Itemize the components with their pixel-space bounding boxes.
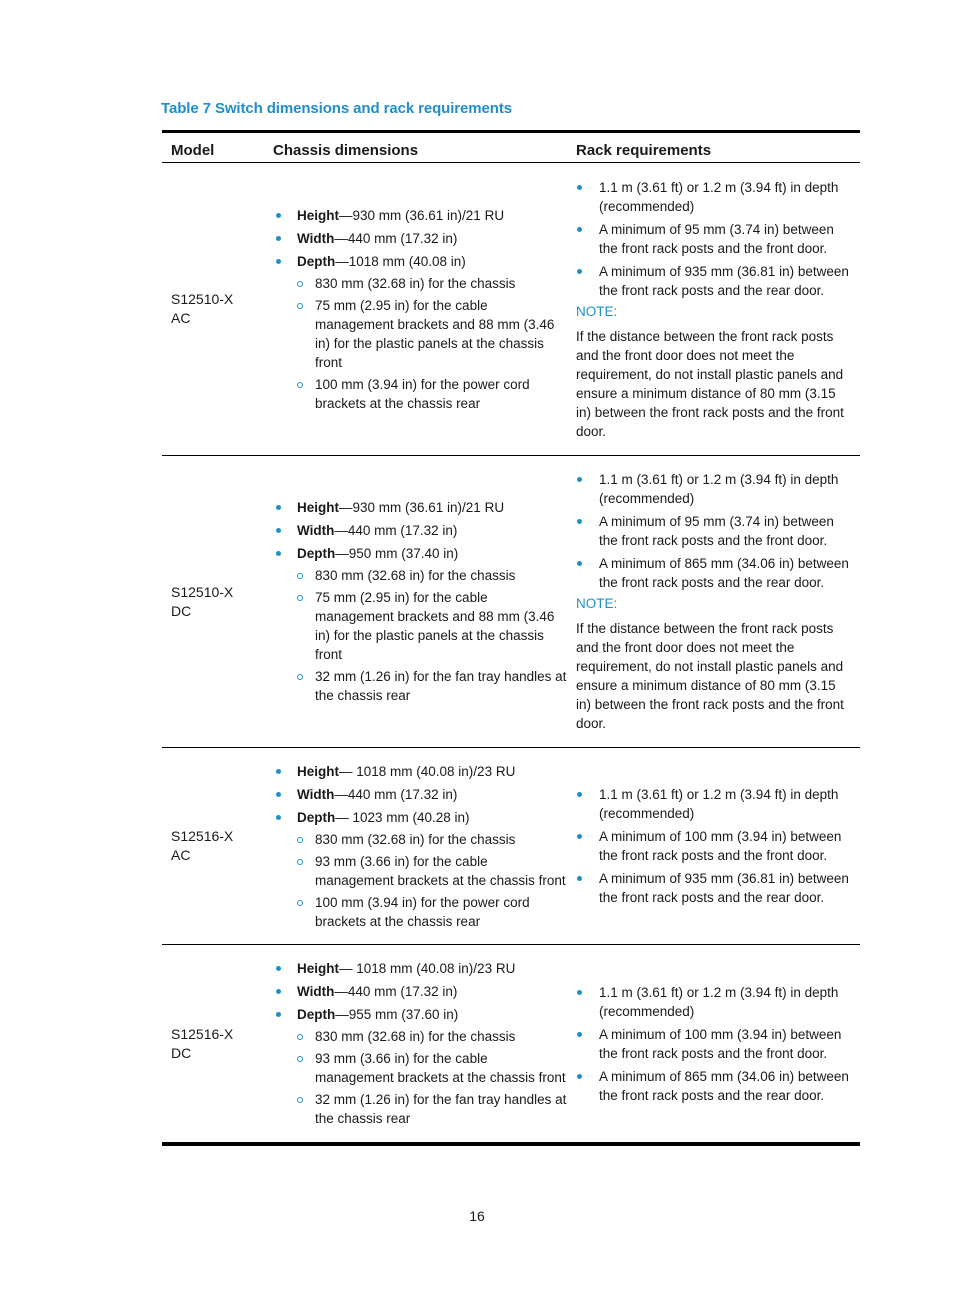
- list-item: 32 mm (1.26 in) for the fan tray handles at the chassis rear: [291, 1090, 569, 1128]
- list-item: 100 mm (3.94 in) for the power cord brackets at the chassis rear: [291, 893, 569, 931]
- list-item: 830 mm (32.68 in) for the chassis: [291, 274, 569, 293]
- table-row: [162, 456, 860, 748]
- model-power-type: DC: [171, 602, 192, 619]
- table-row: [162, 163, 860, 456]
- depth-breakdown-list: [291, 830, 569, 931]
- model-cell: [162, 456, 265, 747]
- rack-requirements-cell: [569, 748, 860, 944]
- list-item: 75 mm (2.95 in) for the cable management brackets and 88 mm (3.46 in) for the plastic panels at the chassis front: [291, 296, 569, 372]
- depth-breakdown-list: [291, 1027, 569, 1128]
- list-item: 830 mm (32.68 in) for the chassis: [291, 830, 569, 849]
- rack-requirement-list: [576, 983, 854, 1105]
- model-cell: [162, 945, 265, 1142]
- list-item: Width—440 mm (17.32 in): [273, 982, 569, 1001]
- list-item: A minimum of 95 mm (3.74 in) between the front rack posts and the front door.: [576, 220, 854, 258]
- list-item: Height—930 mm (36.61 in)/21 RU: [273, 206, 569, 225]
- list-item: Depth— 1023 mm (40.28 in) 830 mm (32.68 in) for the chassis 93 mm (3.66 in) for the cable management brackets at the chassis front 100 mm (3.94 in) for the power cord brackets at the chassis rear: [273, 808, 569, 931]
- model-power-type: DC: [171, 1044, 192, 1061]
- rack-requirement-list: [576, 178, 854, 300]
- model-name: S12510-X: [171, 583, 234, 600]
- rack-requirements-cell: [569, 163, 860, 455]
- list-item: 32 mm (1.26 in) for the fan tray handles at the chassis rear: [291, 667, 569, 705]
- list-item: 830 mm (32.68 in) for the chassis: [291, 1027, 569, 1046]
- chassis-dimensions-cell: [265, 748, 569, 944]
- rack-requirement-list: [576, 785, 854, 907]
- list-item: 1.1 m (3.61 ft) or 1.2 m (3.94 ft) in depth (recommended): [576, 785, 854, 823]
- list-item: 100 mm (3.94 in) for the power cord brackets at the chassis rear: [291, 375, 569, 413]
- list-item: Depth—950 mm (37.40 in) 830 mm (32.68 in) for the chassis 75 mm (2.95 in) for the cable management brackets and 88 mm (3.46 in) for the plastic panels at the chassis front 32 mm (1.26 in) for the fan tray handles at the chassis rear: [273, 544, 569, 705]
- dimension-list: [273, 762, 569, 931]
- chassis-dimensions-cell: [265, 945, 569, 1142]
- note-text: If the distance between the front rack posts and the front door does not meet the requirement, do not install plastic panels and ensure a minimum distance of 80 mm (3.15 in) between the front rack posts and the front door.: [576, 621, 844, 731]
- model-power-type: AC: [171, 847, 191, 863]
- table-caption: Table 7 Switch dimensions and rack requirements: [161, 100, 512, 117]
- list-item: 93 mm (3.66 in) for the cable management brackets at the chassis front: [291, 852, 569, 890]
- dimension-list: [273, 206, 569, 413]
- note-label: NOTE:: [576, 303, 618, 319]
- header-chassis-dimensions: Chassis dimensions: [273, 142, 419, 159]
- model-name: S12516-X: [171, 828, 234, 844]
- list-item: A minimum of 865 mm (34.06 in) between the front rack posts and the rear door.: [576, 1067, 854, 1105]
- model-power-type: AC: [171, 310, 191, 326]
- list-item: Width—440 mm (17.32 in): [273, 521, 569, 540]
- model-cell: [162, 748, 265, 944]
- table-header: [162, 133, 860, 163]
- depth-breakdown-list: [291, 566, 569, 705]
- list-item: A minimum of 100 mm (3.94 in) between the front rack posts and the front door.: [576, 1025, 854, 1063]
- rack-requirements-cell: [569, 456, 860, 747]
- dimensions-table: [162, 130, 860, 1146]
- list-item: 830 mm (32.68 in) for the chassis: [291, 566, 569, 585]
- table-row: [162, 945, 860, 1142]
- note-label: NOTE:: [576, 596, 618, 611]
- chassis-dimensions-cell: [265, 456, 569, 747]
- list-item: Width—440 mm (17.32 in): [273, 229, 569, 248]
- table-row: [162, 748, 860, 945]
- dimension-list: [273, 498, 569, 705]
- list-item: 75 mm (2.95 in) for the cable management brackets and 88 mm (3.46 in) for the plastic panels at the chassis front: [291, 588, 569, 664]
- page-number: 16: [469, 1208, 485, 1224]
- model-name: S12510-X: [171, 291, 234, 307]
- model-name: S12516-X: [171, 1025, 234, 1042]
- list-item: 1.1 m (3.61 ft) or 1.2 m (3.94 ft) in depth (recommended): [576, 983, 854, 1021]
- list-item: Depth—1018 mm (40.08 in) 830 mm (32.68 in) for the chassis 75 mm (2.95 in) for the cable management brackets and 88 mm (3.46 in) for the plastic panels at the chassis front 100 mm (3.94 in) for the power cord brackets at the chassis rear: [273, 252, 569, 413]
- list-item: 1.1 m (3.61 ft) or 1.2 m (3.94 ft) in depth (recommended): [576, 470, 854, 508]
- model-cell: [162, 163, 265, 455]
- list-item: Height— 1018 mm (40.08 in)/23 RU: [273, 762, 569, 781]
- list-item: A minimum of 100 mm (3.94 in) between the front rack posts and the front door.: [576, 827, 854, 865]
- header-rack-requirements: Rack requirements: [576, 142, 712, 159]
- list-item: A minimum of 935 mm (36.81 in) between the front rack posts and the rear door.: [576, 262, 854, 300]
- rack-requirements-cell: [569, 945, 860, 1142]
- chassis-dimensions-cell: [265, 163, 569, 455]
- dimension-list: [273, 959, 569, 1128]
- depth-breakdown-list: [291, 274, 569, 413]
- list-item: Height— 1018 mm (40.08 in)/23 RU: [273, 959, 569, 978]
- list-item: A minimum of 95 mm (3.74 in) between the front rack posts and the front door.: [576, 512, 854, 550]
- list-item: Width—440 mm (17.32 in): [273, 785, 569, 804]
- list-item: Height—930 mm (36.61 in)/21 RU: [273, 498, 569, 517]
- list-item: A minimum of 865 mm (34.06 in) between the front rack posts and the rear door.: [576, 554, 854, 592]
- note-text: If the distance between the front rack posts and the front door does not meet the requirement, do not install plastic panels and ensure a minimum distance of 80 mm (3.15 in) between the front rack posts and the front door.: [576, 328, 844, 439]
- list-item: 1.1 m (3.61 ft) or 1.2 m (3.94 ft) in depth (recommended): [576, 178, 854, 216]
- list-item: A minimum of 935 mm (36.81 in) between the front rack posts and the rear door.: [576, 869, 854, 907]
- list-item: Depth—955 mm (37.60 in) 830 mm (32.68 in) for the chassis 93 mm (3.66 in) for the cable management brackets at the chassis front 32 mm (1.26 in) for the fan tray handles at the chassis rear: [273, 1005, 569, 1128]
- header-model: Model: [171, 142, 215, 159]
- rack-requirement-list: [576, 470, 854, 592]
- list-item: 93 mm (3.66 in) for the cable management brackets at the chassis front: [291, 1049, 569, 1087]
